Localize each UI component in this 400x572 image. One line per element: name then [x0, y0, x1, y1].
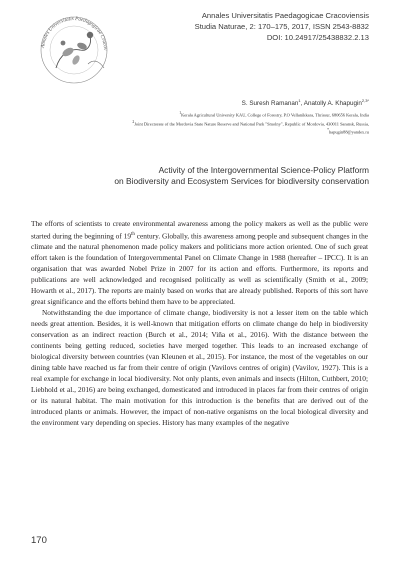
article-title: [39, 165, 369, 188]
journal-issue: Studia Naturae, 2: 170–175, 2017, ISSN 2543-8832: [194, 21, 369, 31]
paragraph-text: The efforts of scientists to create environmental awareness among the policy makers as well as the public were started during the beginning of 19: [31, 219, 368, 241]
author-list: [242, 98, 369, 107]
author-name: S. Suresh Ramanan: [241, 100, 299, 108]
affiliation-mark: 1: [179, 111, 182, 115]
affiliation-text: Joint Directorate of the Mordovia State Nature Reserve and National Park "Smolny", Republic of Mordovia, 430011 Saransk, Russia,: [134, 121, 369, 127]
title-line: Activity of the Intergovernmental Science-Policy Platform: [158, 165, 369, 175]
affiliation-line: [39, 110, 369, 119]
affiliation-line: [39, 127, 369, 136]
title-line: on Biodiversity and Ecosystem Services for biodiversity conservation: [114, 176, 369, 187]
author-separator: ,: [300, 100, 304, 108]
affiliation-line: [39, 119, 369, 128]
logo-seal-icon: [30, 8, 140, 88]
ordinal-superscript: th: [131, 231, 135, 237]
author-name: Anatolly A. Khapugin: [303, 100, 362, 108]
body-paragraph: Notwithstanding the due importance of climate change, biodiversity is not a lesser item on the table which needs great attention. Besides, it is well-known that mitigation efforts on climate change do help in biodiversity conservation as an indirect reaction (Burch et al., 2014; Viña et al., 2016). With the distance between the continents being getting reduced, societies have merged together. This leads to an increased exchange of biological diversity between countries (van Kleunen et al., 2015). For instance, the most of the vegetables on our dining table have reached us far from their centre of origin (Vavilovs centres of origin) (Vavilov, 1927). This is a real example for exchange in local biodiversity. Not only plants, even animals and insects (Hilton, Cuthbert, 2010; Liebhold et al., 2016) are being exchanged, domesticated and introduced in places far from their centres of origin or its natural habitat. The main motivation for this introduction is the benefits that are derived out of the introduced plants or animals. However, the impact of non-native organisms on the local biological diversity and the environment vary depending on species. History has many examples of the negative: [31, 308, 368, 427]
journal-doi: DOI: 10.24917/25438832.2.13: [266, 32, 369, 42]
page-number: 170: [31, 535, 47, 546]
svg-text:Annales Universitatis Paedagog: Annales Universitatis Paedagogicae Cracov: [40, 15, 109, 51]
affiliation-mark: 2: [132, 119, 135, 124]
journal-name: Annales Universitatis Paedagogicae Cracoviensis: [201, 11, 369, 20]
journal-header: [149, 11, 369, 43]
paragraph-text: century. Globally, this awareness among people and subsequent changes in the climate and the natural phenomenon made policy makers and politicians more action oriented. One of such great effort taken is the foundation of Intergovernmental Panel on Climate Change in 1988 (hereafter – IPCC). It is an organisation that was awarded Nobel Prize in 2007 for its action and efforts. Furthermore, its reports and publications are well acknowledged and recognised politically as well as scientifically (Smith et al., 2009; Howarth et al., 2017). The reports are mainly based on works that are already published. Reports of this sort have great significance and the efforts behind them have to be appreciated.: [31, 231, 369, 307]
article-body: [31, 219, 368, 429]
affiliation-text: Kerala Agricultural University KAU, College of Forestry, P.O Vellanikkara, Thrissur, 680656 Kerala, India: [181, 112, 369, 118]
journal-logo: [30, 8, 140, 88]
corresponding-email: hapugin88@yandex.ru: [328, 129, 369, 135]
affiliations: [39, 110, 369, 136]
body-paragraph: [31, 219, 368, 308]
affiliation-mark: *: [327, 128, 329, 133]
author-affiliation-mark: 2,3*: [361, 98, 369, 103]
author-affiliation-mark: 1: [298, 98, 301, 103]
